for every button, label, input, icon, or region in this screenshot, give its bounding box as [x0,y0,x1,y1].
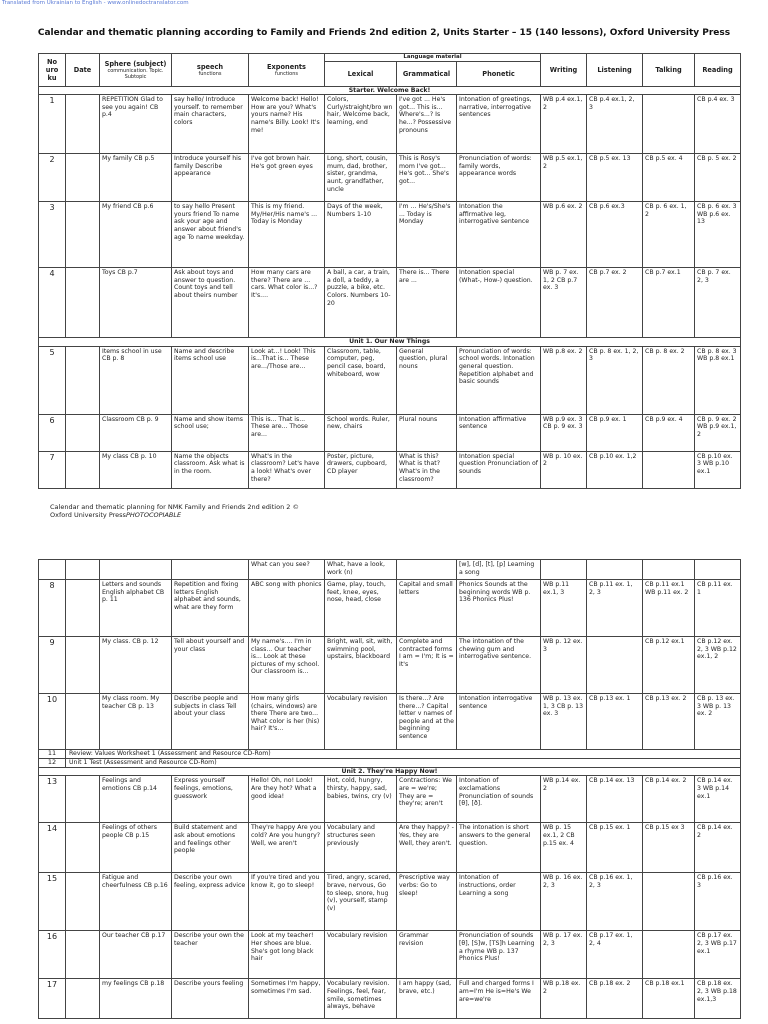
cell-grammatical: Contractions: We are = we're; They are = they're; aren't [397,776,457,823]
cell-speech: Build statement and ask about emotions and feelings other people [172,823,249,873]
cell-sphere: Letters and sounds English alphabet CB p. 11 [100,580,172,637]
cell-writing: WB p.14 ex. 2 [541,776,587,823]
cell-reading: CB p. 9 ex. 2 WB p.9 ex.1, 2 [695,414,741,451]
cell-reading: CB p. 5 ex. 2 [695,154,741,202]
planning-table-page1 [38,53,741,489]
cell-talking [643,95,695,154]
cell-listening: CB p.10 ex. 1,2 [587,451,643,488]
cell-talking: CB p.7 ex.1 [643,268,695,338]
col-exponents: Exponents functions [249,54,325,87]
cell-reading: CB p.11 ex. 1 [695,580,741,637]
cell-date [66,346,100,414]
cell-lexical: School words. Ruler, new, chairs [325,414,397,451]
cell-speech: Describe yours feeling [172,979,249,1019]
cell-speech: Name and describe items school use [172,346,249,414]
cell-writing: WB p.11 ex.1, 3 [541,580,587,637]
cell-no: 7 [39,451,66,488]
cell-speech: Describe your own the teacher [172,931,249,979]
cell-grammatical: This is Rosy's mom I've got... He's got... She's got... [397,154,457,202]
cell-date [66,776,100,823]
cell-no: 17 [39,979,66,1019]
cell-speech: Introduce yourself his family Describe appearance [172,154,249,202]
cell-date [66,451,100,488]
cell-phonetic: Intonation interrogative sentence [457,694,541,750]
cell-phonetic: The intonation is short answers to the general question. [457,823,541,873]
col-lexical: Lexical [325,61,397,86]
cell-no: 13 [39,776,66,823]
col-grammatical: Grammatical [397,61,457,86]
cell-lexical: Colors, Curly/straight/bro wn hair, Welcome back, learning, end [325,95,397,154]
cell-speech: Name and show items school use; [172,414,249,451]
cell-writing: WB p. 17 ex. 2, 3 [541,931,587,979]
cell-talking: CB p. 6 ex. 1, 2 [643,202,695,268]
cell-phonetic: Intonation the affirmative leg, interrogative sentence [457,202,541,268]
lesson-row [39,268,741,338]
lesson-row [39,95,741,154]
cell-exponents: My name's.... I'm in class... Our teacher is... Look at these pictures of my school. Our classroom is... [249,637,325,694]
cell-lexical: Bright, wall, sit, with, swimming pool, upstairs, blackboard [325,637,397,694]
cell-lexical: Poster, picture, drawers, cupboard, CD player [325,451,397,488]
translation-banner[interactable]: Translated from Ukrainian to English - www.onlinedoctranslator.com [2,0,189,6]
cell-writing: WB p. 16 ex. 2, 3 [541,873,587,931]
cell-sphere: My class CB p. 10 [100,451,172,488]
cell-listening: CB p.14 ex. 13 [587,776,643,823]
cell-listening: CB p.5 ex. 13 [587,154,643,202]
cell-phonetic: Pronunciation of words: school words. Intonation general question. Repetition alphabet and basic sounds [457,346,541,414]
cell-exponents: They're happy Are you cold? Are you hungry? Well, we aren't [249,823,325,873]
lesson-row [39,451,741,488]
cell-date [66,202,100,268]
cell-lexical: Game, play, touch, feet, knee, eyes, nose, head, close [325,580,397,637]
cell-grammatical: I'm ... He's/She's ... Today is Monday [397,202,457,268]
cell-reading: CB p. 6 ex. 3 WB p.6 ex. 13 [695,202,741,268]
continued-row [39,560,741,580]
col-writing: Writing [541,54,587,87]
cell-sphere: Classroom CB p. 9 [100,414,172,451]
cell-speech: Describe your own feeling, express advice [172,873,249,931]
col-talking: Talking [643,54,695,87]
cell-lexical: Vocabulary revision. Feelings, feel, fear, smile, sometimes always, behave [325,979,397,1019]
cell-phonetic: Pronunciation of words: family words, appearance words [457,154,541,202]
lesson-row [39,580,741,637]
cell-date [66,823,100,873]
cell-exponents: Welcome back! Hello! How are you? What's yours name? His name's Billy. Look! It's me! [249,95,325,154]
cell-date [66,580,100,637]
cell-no: 8 [39,580,66,637]
cell-no: 3 [39,202,66,268]
cell-date [66,154,100,202]
cell-grammatical: Plural nouns [397,414,457,451]
cell-writing: WB p.4 ex.1, 2 [541,95,587,154]
cell-no: 14 [39,823,66,873]
section-unit2: Unit 2. They're Happy Now! [39,767,741,776]
col-speech: speech functions [172,54,249,87]
cell-writing: WB p. 15 ex.1, 2 CB p.15 ex. 4 [541,823,587,873]
cell-writing: WB p.18 ex. 2 [541,979,587,1019]
cell-no: 9 [39,637,66,694]
cell-talking: CB p. 8 ex. 2 [643,346,695,414]
row-11: 11 Review: Values Worksheet 1 (Assessment and Resource CD-Rom) [39,750,741,759]
cell-grammatical: I've got ... He's got... This is... Where's...? Is he...? Possessive pronouns [397,95,457,154]
cell-listening: CB p. 8 ex. 1, 2, 3 [587,346,643,414]
footer-line1: Calendar and thematic planning for NMK Family and Friends 2nd edition 2 © [50,503,299,511]
cell-phonetic: Intonation of instructions, order Learning a song [457,873,541,931]
cell-talking: CB p.5 ex. 4 [643,154,695,202]
cell-sphere: Items school in use CB p. 8 [100,346,172,414]
cell-lexical: Vocabulary and structures seen previously [325,823,397,873]
cell-exponents: What's in the classroom? Let's have a look! What's over there? [249,451,325,488]
cell-writing: WB p.5 ex.1, 2 [541,154,587,202]
cell-lexical: Long, short, cousin, mum, dad, brother, sister, grandma, aunt, grandfather, uncle [325,154,397,202]
cell-reading: CB p.17 ex. 2, 3 WB p.17 ex.1 [695,931,741,979]
lesson-row [39,202,741,268]
cell-phonetic: Intonation special question Pronunciation of sounds [457,451,541,488]
cell-grammatical: I am happy (sad, brave, etc.) [397,979,457,1019]
cell-lexical: Classroom, table, computer, peg, pencil case, board, whiteboard, wow [325,346,397,414]
cell-reading: CB p.18 ex. 2, 3 WB p.18 ex.1,3 [695,979,741,1019]
cell-date [66,979,100,1019]
cell-lexical: Days of the week, Numbers 1-10 [325,202,397,268]
cell-lexical: A ball, a car, a train, a doll, a teddy, a puzzle, a bike, etc. Colors. Numbers 10-20 [325,268,397,338]
cell-no: 10 [39,694,66,750]
cell-lexical: Tired, angry, scared, brave, nervous, Go to sleep, snore, hug (v), yourself, stamp (v) [325,873,397,931]
cell-speech: say hello/ Introduce yourself. to remember main characters, colors [172,95,249,154]
cell-phonetic: Full and charged forms I am=I'm He is=He's We are=we're [457,979,541,1019]
cell-listening: CB p.15 ex. 1 [587,823,643,873]
cell-no: 15 [39,873,66,931]
lesson-row [39,637,741,694]
cell-sphere: My friend CB p.6 [100,202,172,268]
col-language-material: Language material [325,54,541,62]
cell-phonetic: The intonation of the chewing gum and interrogative sentence. [457,637,541,694]
cell-talking [643,873,695,931]
cell-writing: WB p.9 ex. 3 CB p. 9 ex. 3 [541,414,587,451]
lesson-row [39,823,741,873]
cell-date [66,931,100,979]
cell-writing: WB p. 12 ex. 3 [541,637,587,694]
cell-reading: CB p.10 ex. 3 WB p.10 ex.1 [695,451,741,488]
cell-phonetic: Intonation of greetings, narrative, interrogative sentences [457,95,541,154]
cell-talking: CB p.13 ex. 2 [643,694,695,750]
cell-exponents: If you're tired and you know it, go to sleep! [249,873,325,931]
cell-grammatical: Capital and small letters [397,580,457,637]
footer-line2: Oxford University PressPHOTOCOPIABLE [50,511,182,520]
cell-phonetic: Pronunciation of sounds [θ], [S]w, [TS]h Learning a rhyme WB p. 137 Phonics Plus! [457,931,541,979]
cell-reading: CB p.4 ex. 3 [695,95,741,154]
cell-exponents: Hello! Oh, no! Look! Are they hot? What a good idea! [249,776,325,823]
col-no: No uro ku [39,54,66,87]
cell-writing: WB p.8 ex. 2 [541,346,587,414]
cell-speech: Ask about toys and answer to question. Count toys and tell about theirs number [172,268,249,338]
cell-reading: CB p.14 ex. 2 [695,823,741,873]
cell-exponents: Look at...! Look! This is...That is... These are.../Those are... [249,346,325,414]
document-title: Calendar and thematic planning according to Family and Friends 2nd edition 2, Units Starter – 15 (140 lessons), Oxford University Press [37,28,731,38]
cell-grammatical: There is... There are ... [397,268,457,338]
lesson-row [39,979,741,1019]
cell-date [66,268,100,338]
cell-speech: Name the objects classroom. Ask what is in the room. [172,451,249,488]
cell-reading: CB p.12 ex. 2, 3 WB p.12 ex.1, 2 [695,637,741,694]
lesson-row [39,346,741,414]
cell-sphere: Toys CB p.7 [100,268,172,338]
lesson-row [39,414,741,451]
cell-listening: CB p.13 ex. 1 [587,694,643,750]
col-sphere: Sphere (subject) communication. Topic. Subtopic [100,54,172,87]
cell-no: 16 [39,931,66,979]
cell-sphere: My class. CB p. 12 [100,637,172,694]
cell-listening: CB p.9 ex. 1 [587,414,643,451]
page-footer [50,503,299,520]
cell-exponents: ABC song with phonics [249,580,325,637]
cell-sphere: Feelings of others people CB p.15 [100,823,172,873]
cell-no: 4 [39,268,66,338]
cell-reading: CB p.16 ex. 3 [695,873,741,931]
section-unit1: Unit 1. Our New Things [39,338,741,347]
cell-writing: WB p.6 ex. 2 [541,202,587,268]
cell-exponents: Look at my teacher! Her shoes are blue. She's got long black hair [249,931,325,979]
cell-sphere: My family CB p.5 [100,154,172,202]
cell-speech: Repetition and fixing letters English alphabet and sounds, what are they form [172,580,249,637]
cell-talking: CB p.18 ex.1 [643,979,695,1019]
cell-exponents: How many cars are there? There are ... cars. What color is...? It's.... [249,268,325,338]
cell-talking: CB p.14 ex. 2 [643,776,695,823]
planning-table-page2 [38,559,741,1019]
cell-speech: Express yourself feelings, emotions, guesswork [172,776,249,823]
cell-lexical: What, have a look, work (n) [325,560,397,580]
col-listening: Listening [587,54,643,87]
cell-talking: CB p.12 ex.1 [643,637,695,694]
lesson-row [39,694,741,750]
cell-sphere: Fatigue and cheerfulness CB p.16 [100,873,172,931]
cell-date [66,637,100,694]
cell-reading: CB p. 7 ex. 2, 3 [695,268,741,338]
row-12: 12 Unit 1 Test (Assessment and Resource CD-Rom) [39,758,741,767]
cell-reading: CB p. 8 ex. 3 WB p.8 ex.1 [695,346,741,414]
cell-listening: CB p.16 ex. 1, 2, 3 [587,873,643,931]
lesson-row [39,776,741,823]
photocopiable-label: PHOTOCOPIABLE [125,511,182,520]
cell-lexical: Vocabulary revision [325,694,397,750]
cell-exponents: How many girls (chairs, windows) are there There are two... What color is her (his) hair? It's... [249,694,325,750]
cell-exponents: Sometimes I'm happy, sometimes I'm sad. [249,979,325,1019]
cell-exponents: What can you see? [249,560,325,580]
cell-no: 2 [39,154,66,202]
cell-listening [587,637,643,694]
cell-date [66,95,100,154]
cell-no: 6 [39,414,66,451]
cell-exponents: This is my friend. My/Her/His name's ... Today is Monday [249,202,325,268]
cell-date [66,873,100,931]
cell-grammatical: Is there...? Are there...? Capital letter v names of people and at the beginning sentence [397,694,457,750]
cell-reading: CB p. 13 ex. 3 WB p. 13 ex. 2 [695,694,741,750]
cell-listening: CB p.18 ex. 2 [587,979,643,1019]
cell-exponents: I've got brown hair. He's got green eyes [249,154,325,202]
cell-grammatical: Complete and contracted forms I am = I'm; It is = It's [397,637,457,694]
cell-grammatical: Grammar revision [397,931,457,979]
cell-listening: CB p.11 ex. 1, 2, 3 [587,580,643,637]
cell-listening: CB p.6 ex.3 [587,202,643,268]
cell-listening: CB p.4 ex.1, 2, 3 [587,95,643,154]
cell-speech: Describe people and subjects in class Tell about your class [172,694,249,750]
cell-talking [643,931,695,979]
cell-writing: WB p. 7 ex. 1, 2 CB p.7 ex. 3 [541,268,587,338]
cell-grammatical: What is this? What is that? What's in the classroom? [397,451,457,488]
cell-sphere: Our teacher CB p.17 [100,931,172,979]
cell-speech: Tell about yourself and your class [172,637,249,694]
cell-date [66,694,100,750]
cell-listening: CB p.7 ex. 2 [587,268,643,338]
cell-sphere: my feelings CB p.18 [100,979,172,1019]
cell-grammatical: General question, plural nouns [397,346,457,414]
cell-lexical: Vocabulary revision [325,931,397,979]
cell-listening: CB p.17 ex. 1, 2, 4 [587,931,643,979]
cell-talking: CB p.11 ex.1 WB p.11 ex. 2 [643,580,695,637]
section-starter: Starter. Welcome Back! [39,86,741,95]
col-phonetic: Phonetic [457,61,541,86]
cell-phonetic: [w], [d], [t], [p] Learning a song [457,560,541,580]
header-row [39,54,741,62]
cell-no: 1 [39,95,66,154]
col-date: Date [66,54,100,87]
cell-writing: WB p. 10 ex. 2 [541,451,587,488]
cell-lexical: Hot, cold, hungry, thirsty, happy, sad, babies, twins, cry (v) [325,776,397,823]
cell-exponents: This is... That is... These are... Those are... [249,414,325,451]
col-reading: Reading [695,54,741,87]
lesson-row [39,154,741,202]
cell-phonetic: Intonation affirmative sentence [457,414,541,451]
cell-talking [643,451,695,488]
cell-phonetic: Intonation of exclamations Pronunciation of sounds [θ], [ð]. [457,776,541,823]
cell-no: 5 [39,346,66,414]
cell-phonetic: Phonics Sounds at the beginning words WB p. 136 Phonics Plus! [457,580,541,637]
lesson-row [39,931,741,979]
lesson-row [39,873,741,931]
cell-reading: CB p.14 ex. 3 WB p.14 ex.1 [695,776,741,823]
cell-speech: to say hello Present yours friend To name ask your age and answer about friend's age To name weekday. [172,202,249,268]
cell-talking: CB p.15 ex 3 [643,823,695,873]
cell-phonetic: Intonation special (What-, How-) question. [457,268,541,338]
cell-grammatical: Are they happy? - Yes, they are Well, they aren't. [397,823,457,873]
cell-talking: CB p.9 ex. 4 [643,414,695,451]
cell-date [66,414,100,451]
cell-grammatical: Prescriptive way verbs: Go to sleep! [397,873,457,931]
cell-sphere: Feelings and emotions CB p.14 [100,776,172,823]
cell-writing: WB p. 13 ex. 1, 3 CB p. 13 ex. 3 [541,694,587,750]
cell-sphere: REPETITION Glad to see you again! CB p.4 [100,95,172,154]
cell-sphere: My class room. My teacher CB p. 13 [100,694,172,750]
